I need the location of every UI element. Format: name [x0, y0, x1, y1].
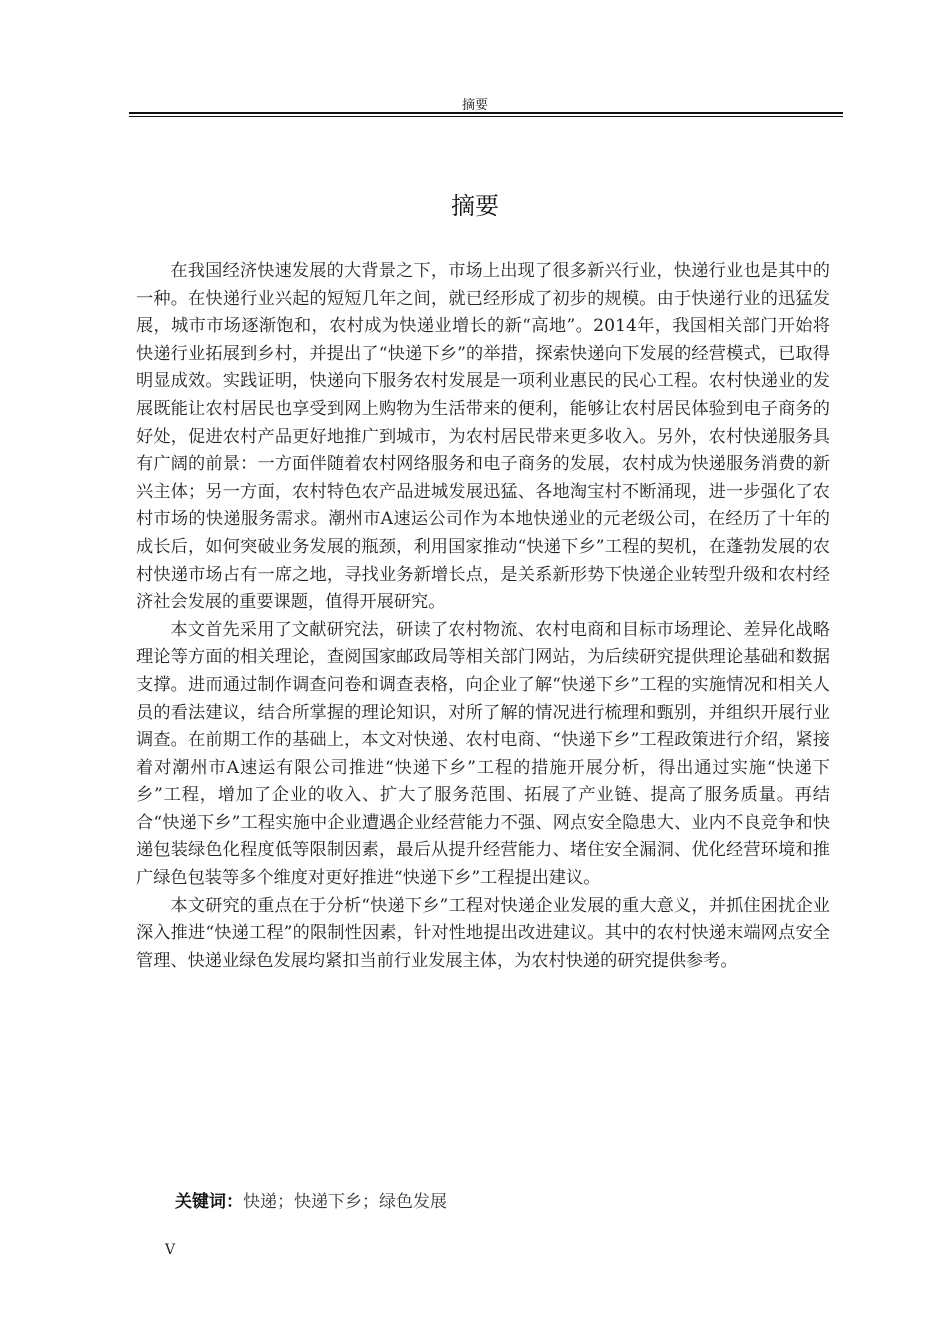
keywords [175, 1187, 447, 1212]
paragraph: 本文首先采用了文献研究法，研读了农村物流、农村电商和目标市场理论、差异化战略理论等方面的相关理论，查阅国家邮政局等相关部门网站，为后续研究提供理论基础和数据支撑。进而通过制作调查问卷和调查表格，向企业了解“快递下乡”工程的实施情况和相关人员的看法建议，结合所掌握的理论知识，对所了解的情况进行梳理和甄别，并组织开展行业调查。在前期工作的基础上，本文对快递、农村电商、“快递下乡”工程政策进行介绍，紧接着对潮州市A速运有限公司推进“快递下乡”工程的措施开展分析，得出通过实施“快递下乡”工程，增加了企业的收入、扩大了服务范围、拓展了产业链、提高了服务质量。再结合“快递下乡”工程实施中企业遭遇企业经营能力不强、网点安全隐患大、业内不良竞争和快递包装绿色化程度低等限制因素，最后从提升经营能力、堵住安全漏洞、优化经营环境和推广绿色包装等多个维度对更好推进“快递下乡”工程提出建议。 [136, 619, 830, 889]
page-title: 摘要 [451, 192, 499, 220]
paragraph: 本文研究的重点在于分析“快递下乡”工程对快递企业发展的重大意义，并抓住困扰企业深入推进“快递工程”的限制性因素，针对性地提出改进建议。其中的农村快递末端网点安全管理、快递业绿色发展均紧扣当前行业发展主体，为农村快递的研究提供参考。 [136, 895, 830, 971]
keywords-value: 快递；快递下乡；绿色发展 [243, 1192, 447, 1212]
running-header: 摘要 [461, 98, 488, 113]
paragraph: 在我国经济快速发展的大背景之下，市场上出现了很多新兴行业，快递行业也是其中的一种。在快递行业兴起的短短几年之间，就已经形成了初步的规模。由于快递行业的迅猛发展，城市市场逐渐饱和，农村成为快递业增长的新“高地”。2014年，我国相关部门开始将快递行业拓展到乡村，并提出了“快递下乡”的举措，探索快递向下发展的经营模式，已取得明显成效。实践证明，快递向下服务农村发展是一项利业惠民的民心工程。农村快递业的发展既能让农村居民也享受到网上购物为生活带来的便利，能够让农村居民体验到电子商务的好处，促进农村产品更好地推广到城市，为农村居民带来更多收入。另外，农村快递服务具有广阔的前景：一方面伴随着农村网络服务和电子商务的发展，农村成为快递服务消费的新兴主体；另一方面，农村特色农产品进城发展迅猛、各地淘宝村不断涌现，进一步强化了农村市场的快递服务需求。潮州市A速运公司作为本地快递业的元老级公司，在经历了十年的成长后，如何突破业务发展的瓶颈，利用国家推动“快递下乡”工程的契机，在蓬勃发展的农村快递市场占有一席之地，寻找业务新增长点，是关系新形势下快递企业转型升级和农村经济社会发展的重要课题，值得开展研究。 [136, 261, 830, 613]
page-number: V [165, 1242, 176, 1258]
abstract-body [136, 258, 830, 975]
keywords-label: 关键词： [175, 1192, 243, 1212]
header-rule [129, 112, 843, 117]
